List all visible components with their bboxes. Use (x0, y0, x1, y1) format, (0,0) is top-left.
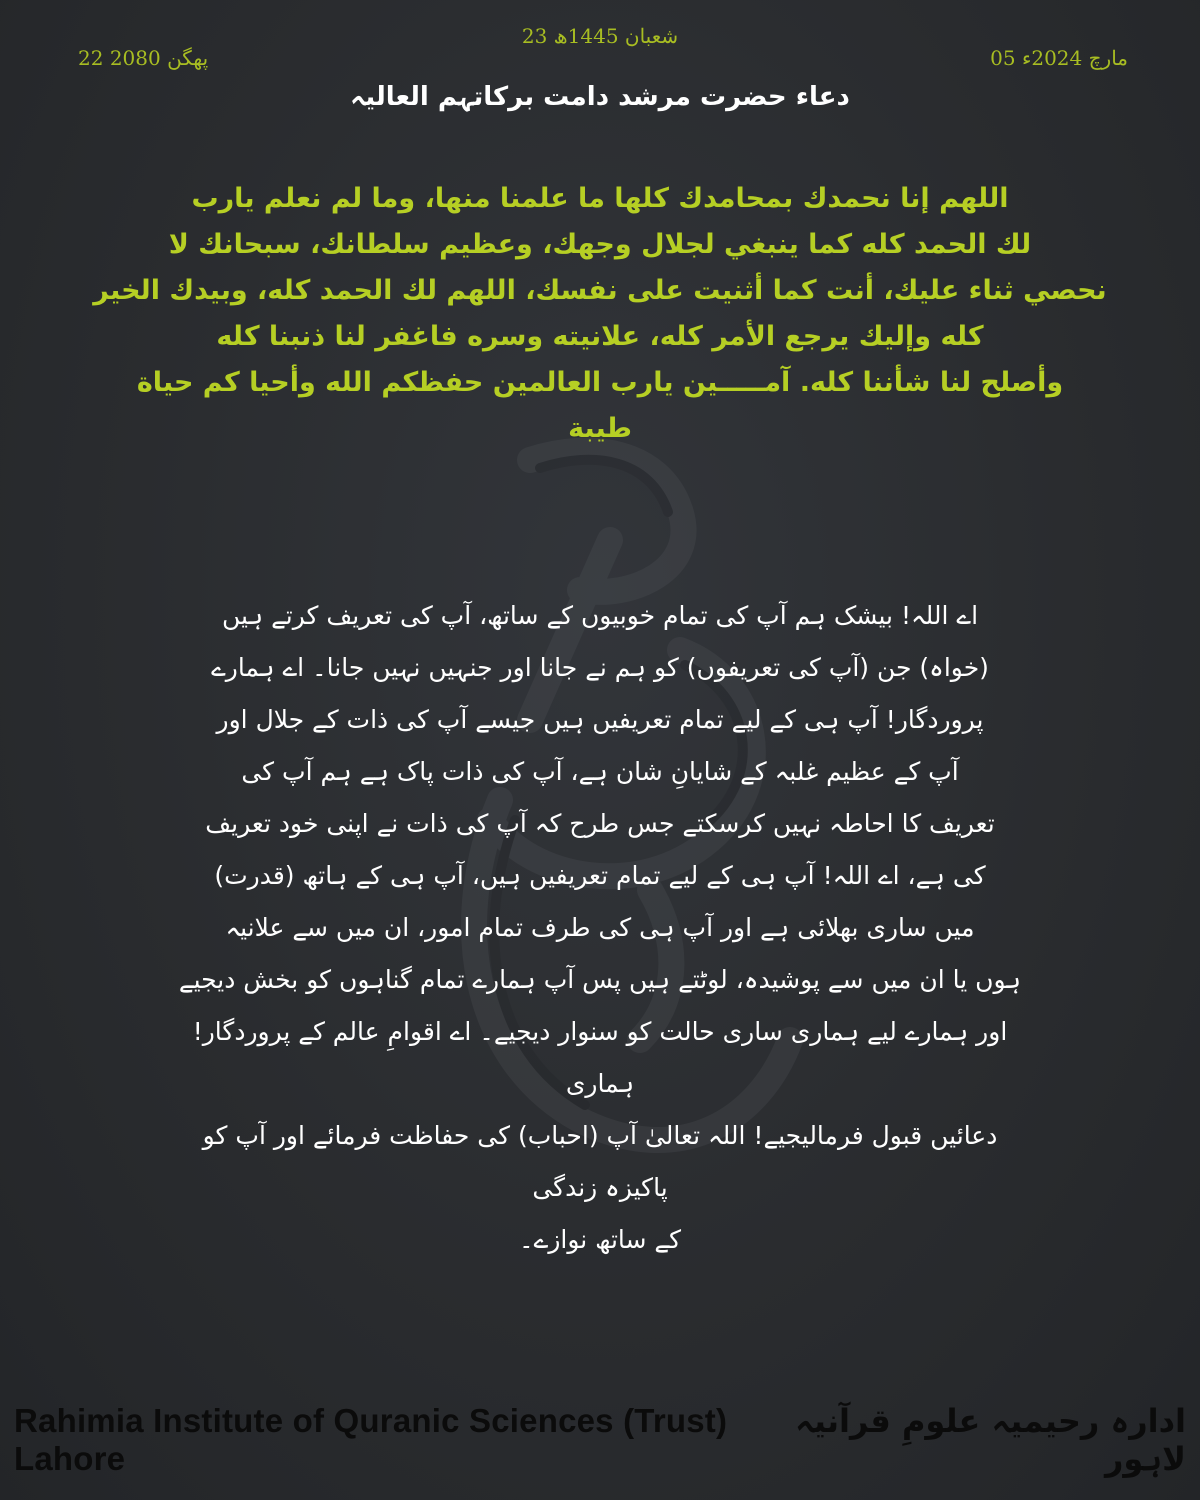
urdu-line: تعریف کا احاطہ نہیں کرسکتے جس طرح کہ آپ کی ذات نے اپنی خود تعریف (205, 809, 995, 838)
date-hijri: 23 شعبان 1445ھ (521, 24, 679, 48)
arabic-line: اللهم إنا نحمدك بمحامدك كلها ما علمنا منها، وما لم نعلم يارب (191, 183, 1009, 214)
urdu-line: کے ساتھ نوازے۔ (519, 1225, 681, 1254)
arabic-line: كله وإليك يرجع الأمر كله، علانيته وسره فاغفر لنا ذنبنا كله (216, 321, 984, 352)
urdu-line: اے اللہ! بیشک ہم آپ کی تمام خوبیوں کے ساتھ، آپ کی تعریف کرتے ہیں (221, 601, 979, 630)
urdu-line: میں ساری بھلائی ہے اور آپ ہی کی طرف تمام امور، ان میں سے علانیہ (225, 913, 975, 942)
arabic-line: لك الحمد كله كما ينبغي لجلال وجهك، وعظيم سلطانك، سبحانك لا (168, 229, 1032, 260)
page-title: دعاء حضرت مرشد دامت برکاتہم العالیہ (350, 82, 850, 112)
urdu-line: (خواہ) جن (آپ کی تعریفوں) کو ہم نے جانا اور جنہیں نہیں جانا۔ اے ہمارے (211, 653, 989, 682)
urdu-line: آپ کے عظیم غلبہ کے شایانِ شان ہے، آپ کی ذات پاک ہے ہم آپ کی (241, 757, 959, 786)
institute-logo-urdu: ادارہ رحیمیہ علومِ قرآنیہ لاہور (795, 1402, 1186, 1478)
footer (14, 1402, 1186, 1478)
urdu-line: دعائیں قبول فرمالیجیے! اللہ تعالیٰ آپ (احباب) کی حفاظت فرمائے اور آپ کو پاکیزہ زندگی (202, 1121, 998, 1202)
arabic-dua (90, 176, 1110, 452)
arabic-line: طيبة (568, 413, 632, 444)
urdu-line: ہوں یا ان میں سے پوشیدہ، لوٹتے ہیں پس آپ ہمارے تمام گناہوں کو بخش دیجیے (178, 965, 1022, 994)
arabic-line: وأصلح لنا شأننا كله. آمـــــين يارب العالمين حفظكم الله وأحيا كم حياة (136, 367, 1064, 398)
arabic-line: نحصي ثناء عليك، أنت كما أثنيت على نفسك، اللهم لك الحمد كله، وبيدك الخير (93, 275, 1107, 306)
institute-name-english: Rahimia Institute of Quranic Sciences (Trust) Lahore (14, 1402, 728, 1477)
urdu-line: اور ہمارے لیے ہماری ساری حالت کو سنوار دیجیے۔ اے اقوامِ عالم کے پروردگار! ہماری (192, 1017, 1008, 1098)
date-bikrami: 22 پھگن 2080 (78, 46, 209, 70)
date-gregorian: 05 مارچ 2024ء (990, 46, 1128, 70)
urdu-translation (170, 590, 1030, 1266)
urdu-line: کی ہے، اے اللہ! آپ ہی کے لیے تمام تعریفیں ہیں، آپ ہی کے ہاتھ (قدرت) (214, 861, 986, 890)
urdu-line: پروردگار! آپ ہی کے لیے تمام تعریفیں ہیں جیسے آپ کی ذات کے جلال اور (216, 705, 984, 734)
